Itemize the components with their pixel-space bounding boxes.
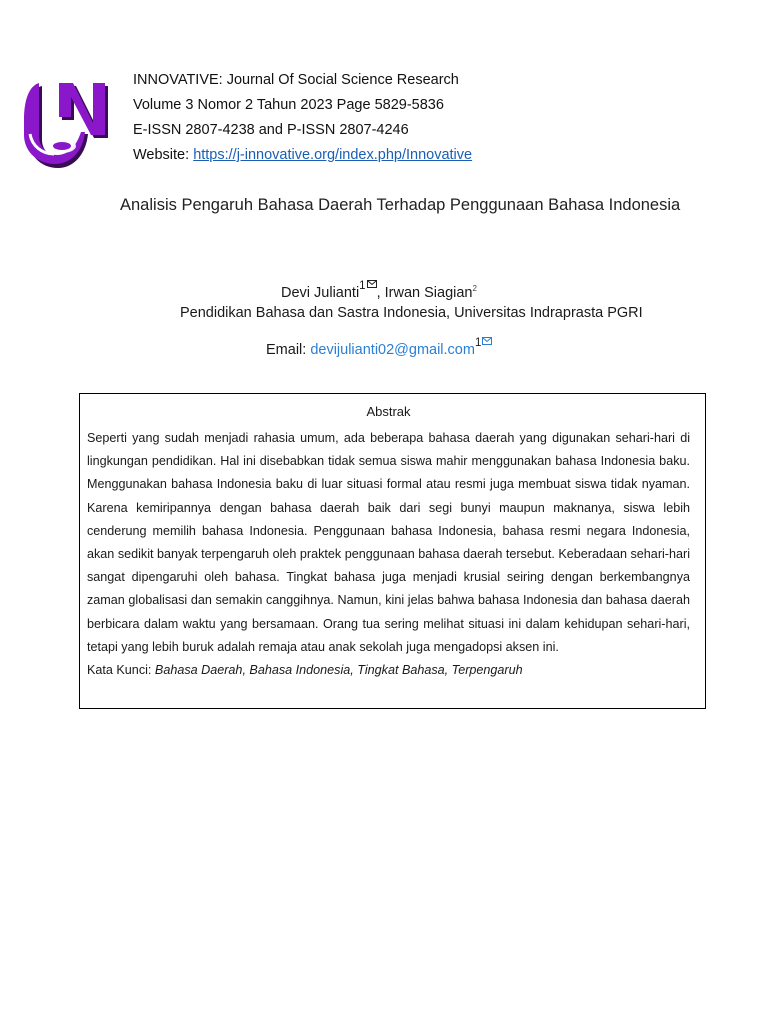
keywords-label: Kata Kunci: xyxy=(87,663,155,678)
website-link[interactable]: https://j-innovative.org/index.php/Innovative xyxy=(193,147,473,163)
abstract-heading: Abstrak xyxy=(366,404,411,419)
journal-issn: E-ISSN 2807-4238 and P-ISSN 2807-4246 xyxy=(133,122,409,138)
email-label: Email: xyxy=(266,342,311,358)
website-label: Website: xyxy=(133,147,194,163)
mail-icon xyxy=(482,337,492,345)
abstract-box xyxy=(79,393,706,709)
email-link[interactable]: devijulianti02@gmail.com xyxy=(310,342,475,358)
journal-website-line xyxy=(133,143,472,168)
author-1-sup: 1 xyxy=(359,280,366,292)
author-line xyxy=(281,280,477,301)
keywords-line xyxy=(87,659,690,682)
journal-name: INNOVATIVE: Journal Of Social Science Research xyxy=(133,72,459,88)
article-title: Analisis Pengaruh Bahasa Daerah Terhadap Penggunaan Bahasa Indonesia xyxy=(120,196,681,214)
author-separator: , xyxy=(376,285,385,301)
author-2-sup: 2 xyxy=(472,284,477,293)
author-2: Irwan Siagian xyxy=(384,285,473,301)
journal-header xyxy=(133,68,472,168)
email-line xyxy=(266,337,492,358)
author-1: Devi Julianti xyxy=(281,285,360,301)
keywords-list: Bahasa Daerah, Bahasa Indonesia, Tingkat Bahasa, Terpengaruh xyxy=(154,663,523,678)
journal-volume: Volume 3 Nomor 2 Tahun 2023 Page 5829-5836 xyxy=(133,97,444,113)
abstract-body: Seperti yang sudah menjadi rahasia umum, ada beberapa bahasa daerah yang digunakan sehari-hari di lingkungan pendidikan. Hal ini disebabkan tidak semua siswa mahir menggunakan bahasa Indonesia baku. Menggunakan bahasa Indonesia baku di luar situasi formal atau resmi juga membuat siswa tidak nyaman. Karena kemiripannya dengan bahasa daerah baik dari segi bunyi maupun maknanya, siswa lebih cenderung memilih bahasa Indonesia. Penggunaan bahasa Indonesia, bahasa resmi negara Indonesia, akan sedikit banyak terpengaruh oleh praktek penggunaan bahasa daerah tersebut. Keberadaan sehari-hari sangat dipengaruhi oleh bahasa. Tingkat bahasa juga menjadi krusial seiring dengan berkembangnya zaman globalisasi dan semakin canggihnya. Namun, kini jelas bahwa bahasa Indonesia dan bahasa daerah berbicara dalam waktu yang bersamaan. Orang tua sering melihat situasi ini dalam kehidupan sehari-hari, tetapi yang lebih buruk adalah remaja atau anak sekolah juga mengadopsi aksen ini. xyxy=(87,431,690,654)
email-sup: 1 xyxy=(474,337,482,349)
journal-logo xyxy=(22,76,110,174)
mail-icon xyxy=(367,280,377,288)
affiliation: Pendidikan Bahasa dan Sastra Indonesia, Universitas Indraprasta PGRI xyxy=(180,305,643,321)
